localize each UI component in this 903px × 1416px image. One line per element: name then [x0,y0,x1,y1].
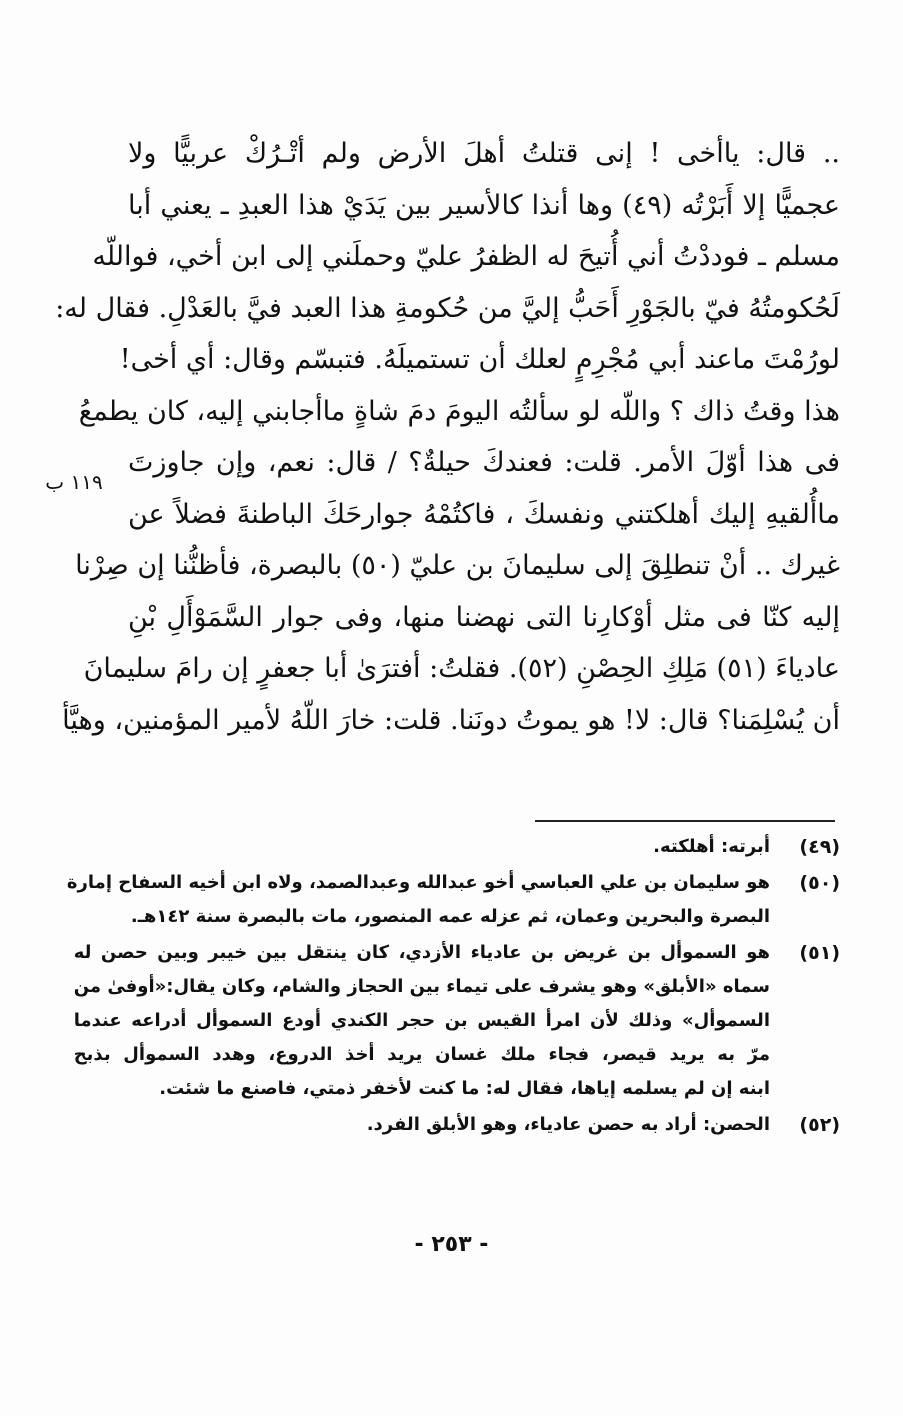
footnote-text [74,936,770,1106]
footnote-separator [535,820,835,822]
footnote-number: (٥١) [799,942,840,964]
footnote-line: الحصن: أراد به حصن عادياء، وهو الأبلق الفرد. [366,1114,770,1135]
footnote-49 [128,830,840,864]
main-text-line: .. قال: ياأخى ! إنى قتلتُ أهلَ الأرض ولم أتْـرُكْ عربيًّا ولا [128,138,840,169]
footnote-51 [73,936,840,1106]
footnote-number: (٥٢) [799,1114,840,1136]
footnote-52 [128,1108,840,1142]
main-text-line: ماأُلقيهِ إليك أهلكتني ونفسكَ ، فاكتُمْهُ جوارحَكَ الباطنةَ فضلاً عن [128,498,840,530]
footnote-text [128,830,770,864]
main-text-line: عجميًّا إلا أَبَرْتُه (٤٩) وها أنذا كالأسير بين يَدَيْ هذا العبدِ ـ يعني أبا [128,189,840,221]
footnotes-block [66,830,840,1144]
page-number: - ٢٥٣ - [414,1232,489,1257]
main-text-line: غيرك .. أنْ تنطلِقَ إلى سليمانَ بن عليّ (٥٠) بالبصرة، فأظنُّنا إن صِرْنا [75,550,840,581]
main-text-line: لورُمْتَ ماعند أبي مُجْرِمٍ لعلك أن تستميلَهُ. فتبسّم وقال: أي أخى! [119,344,840,375]
footnote-line: البصرة والبحرين وعمان، ثم عزله عمه المنصور، مات بالبصرة سنة ١٤٢هـ. [130,906,770,927]
footnote-line: سماه «الأبلق» وهو يشرف على تيماء بين الحجاز والشام، وكان يقال:«أوفىٰ من [73,976,770,997]
footnote-line: ابنه إن لم يسلمه إياها، فقال له: ما كنت لأخفر ذمتي، فاصنع ما شئت. [159,1078,770,1099]
footnote-text [128,1108,770,1142]
footnote-line: هو سليمان بن علي العباسي أخو عبدالله وعبدالصمد، ولاه ابن أخيه السفاح إمارة [66,872,770,893]
main-text-line: هذا وقتُ ذاك ؟ واللّه لو سألتُه اليومَ دمَ شاةٍ ماأجابني إليه، كان يطمعُ [78,395,840,427]
footnote-line: أبرته: أهلكته. [653,836,770,857]
manuscript-folio-marker: ١١٩ ب [45,470,103,494]
footnote-number: (٥٠) [799,872,840,894]
footnote-line: مرّ به يريد قيصر، فجاء ملك غسان يريد أخذ الدروع، وهدد السموأل بذبح [73,1044,770,1065]
footnote-50 [66,866,840,934]
main-text-line: لَحُكومتُهُ فيّ بالجَوْرِ أَحَبُّ إليَّ من حُكومةِ هذا العبد فيَّ بالعَدْلِ. فقال له: [55,292,840,324]
footnote-line: هو السموأل بن غريض بن عادياء الأزدي، كان ينتقل بين خيبر وبين حصن له [73,942,770,963]
main-text-line: أن يُسْلِمَنا؟ قال: لا! هو يموتُ دونَنا. قلت: خارَ اللّهُ لأمير المؤمنين، وهيَّأ [62,704,840,736]
footnote-line: السموأل» وذلك لأن امرأ القيس بن حجر الكندي أودع السموأل أدراعه عندما [73,1010,770,1031]
main-text-line: عادياءَ (٥١) مَلِكِ الحِصْنِ (٥٢). فقلتُ: أفترَىٰ أبا جعفرٍ إن رامَ سليمانَ [83,653,840,684]
footnote-number: (٤٩) [799,836,840,858]
main-text-line: مسلم ـ فوددْتُ أني أُتيحَ له الظفرُ عليّ وحملَني إلى ابن أخي، فواللّه [92,241,840,272]
footnote-text [67,866,770,934]
main-text-line: فى هذا أوّلَ الأمر. قلت: فعندكَ حيلةٌ؟ / قال: نعم، وإن جاوزتَ [128,447,840,478]
main-text-line: إليه كنّا فى مثل أوْكارِنا التى نهضنا منها، وفى جوار السَّمَوْأَلِ بْنِ [128,601,840,633]
